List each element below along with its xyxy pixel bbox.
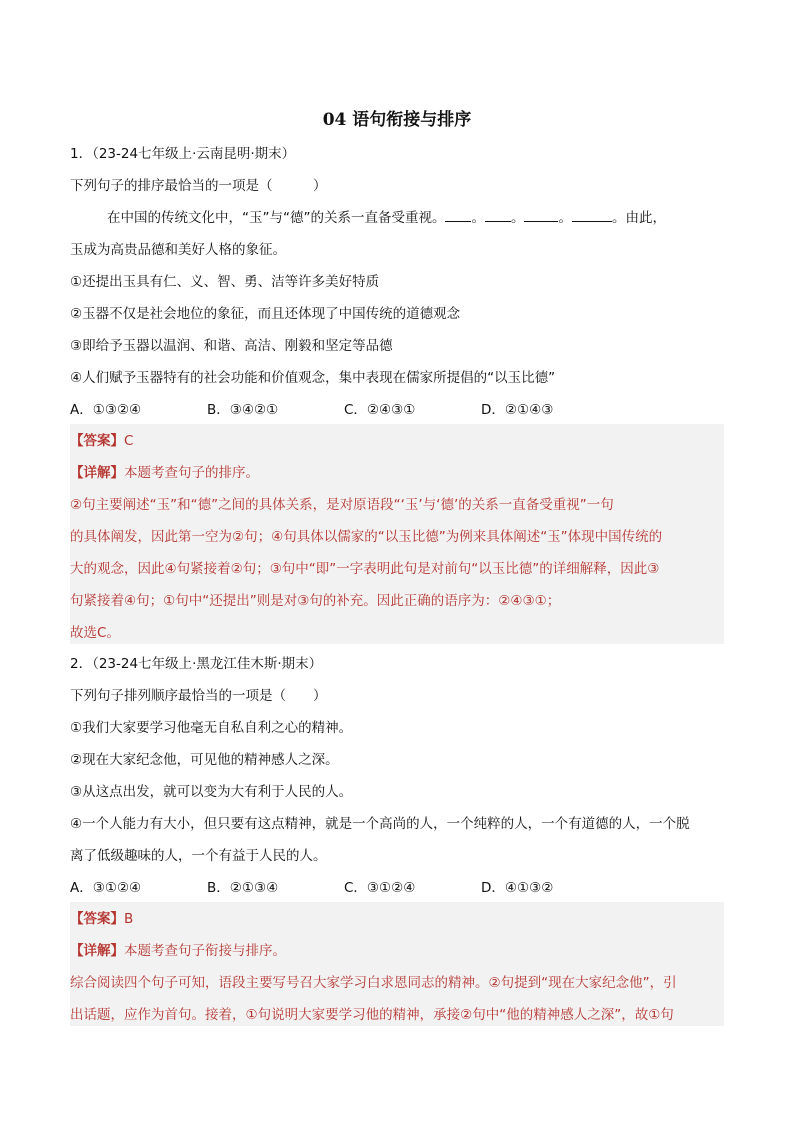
q1-passage-line1: 在中国的传统文化中，“玉”与“德”的关系一直备受重视。 。 。 。 。由此， xyxy=(107,210,666,226)
q1-detail-line: ②句主要阐述“玉”和“德”之间的具体关系，是对原语段“‘玉’与‘德’的关系一直备受重视”一句 xyxy=(70,497,614,513)
q1-sentence-1: ①还提出玉具有仁、义、智、勇、洁等许多美好特质 xyxy=(70,274,380,290)
q2-option-d: D．④①③② xyxy=(481,880,554,896)
q2-stem: 下列句子排列顺序最恰当的一项是（ ） xyxy=(70,688,327,704)
q2-detail-header: 【详解】本题考查句子衔接与排序。 xyxy=(70,943,286,959)
blank xyxy=(524,209,558,222)
blank xyxy=(445,209,471,222)
q2-options xyxy=(70,878,618,898)
q1-option-a: A．①③②④ xyxy=(70,402,142,418)
q2-detail-line: 综合阅读四个句子可知，语段主要写号召大家学习白求恩同志的精神。②句提到“现在大家纪念他”，引 xyxy=(70,975,677,991)
q2-answer-box xyxy=(70,902,724,1026)
q1-option-c: C．②④③① xyxy=(344,402,416,418)
blank xyxy=(485,209,511,222)
q2-option-c: C．③①②④ xyxy=(344,880,416,896)
q1-detail-line: 的具体阐发，因此第一空为②句；④句具体以儒家的“以玉比德”为例来具体阐述“玉”体现中国传统的 xyxy=(70,529,663,545)
q2-sentence-4: ④一个人能力有大小，但只要有这点精神，就是一个高尚的人，一个纯粹的人，一个有道德的人，一个脱 xyxy=(70,816,690,832)
q2-answer: 【答案】B xyxy=(70,911,134,927)
q1-stem: 下列句子的排序最恰当的一项是（ ） xyxy=(70,178,327,194)
q1-answer-value: C xyxy=(124,433,134,449)
q1-passage-tail: 。由此， xyxy=(611,210,666,226)
q1-sentence-4: ④人们赋予玉器特有的社会功能和价值观念，集中表现在儒家所提倡的“以玉比德” xyxy=(70,370,556,386)
q1-detail-line: 句紧接着④句；①句中“还提出”则是对③句的补充。因此正确的语序为：②④③①； xyxy=(70,593,561,609)
q1-option-b: B．③④②① xyxy=(207,402,279,418)
q1-answer: 【答案】C xyxy=(70,433,134,449)
q1-sentence-2: ②玉器不仅是社会地位的象征，而且还体现了中国传统的道德观念 xyxy=(70,306,461,322)
blank xyxy=(572,209,612,222)
q2-answer-value: B xyxy=(124,911,134,927)
q2-source: 2．（23-24七年级上·黑龙江佳木斯·期末） xyxy=(70,656,323,672)
q1-detail-line: 故选C。 xyxy=(70,625,120,641)
q1-source: 1．（23-24七年级上·云南昆明·期末） xyxy=(70,146,296,162)
q1-detail-header: 【详解】本题考查句子的排序。 xyxy=(70,465,259,481)
q2-sentence-1: ①我们大家要学习他毫无自私自利之心的精神。 xyxy=(70,720,353,736)
q1-option-d: D．②①④③ xyxy=(481,402,554,418)
q2-option-a: A．③①②④ xyxy=(70,880,142,896)
q1-detail-line: 大的观念，因此④句紧接着②句；③句中“即”一字表明此句是对前句“以玉比德”的详细解释，因此③ xyxy=(70,561,660,577)
q2-sentence-2: ②现在大家纪念他，可见他的精神感人之深。 xyxy=(70,752,339,768)
q2-option-b: B．②①③④ xyxy=(207,880,279,896)
q1-options xyxy=(70,400,618,420)
q2-sentence-4-cont: 离了低级趣味的人，一个有益于人民的人。 xyxy=(70,848,327,864)
q1-answer-box xyxy=(70,424,724,644)
q2-sentence-3: ③从这点出发，就可以变为大有利于人民的人。 xyxy=(70,784,353,800)
q1-sentence-3: ③即给予玉器以温润、和谐、高洁、刚毅和坚定等品德 xyxy=(70,338,393,354)
page-title: 04 语句衔接与排序 xyxy=(322,110,472,130)
q1-passage-text: 在中国的传统文化中，“玉”与“德”的关系一直备受重视。 xyxy=(107,210,446,226)
q2-detail-line: 出话题，应作为首句。接着，①句说明大家要学习他的精神，承接②句中“他的精神感人之深”，故①句 xyxy=(70,1007,674,1023)
q1-passage-line2: 玉成为高贵品德和美好人格的象征。 xyxy=(70,242,286,258)
